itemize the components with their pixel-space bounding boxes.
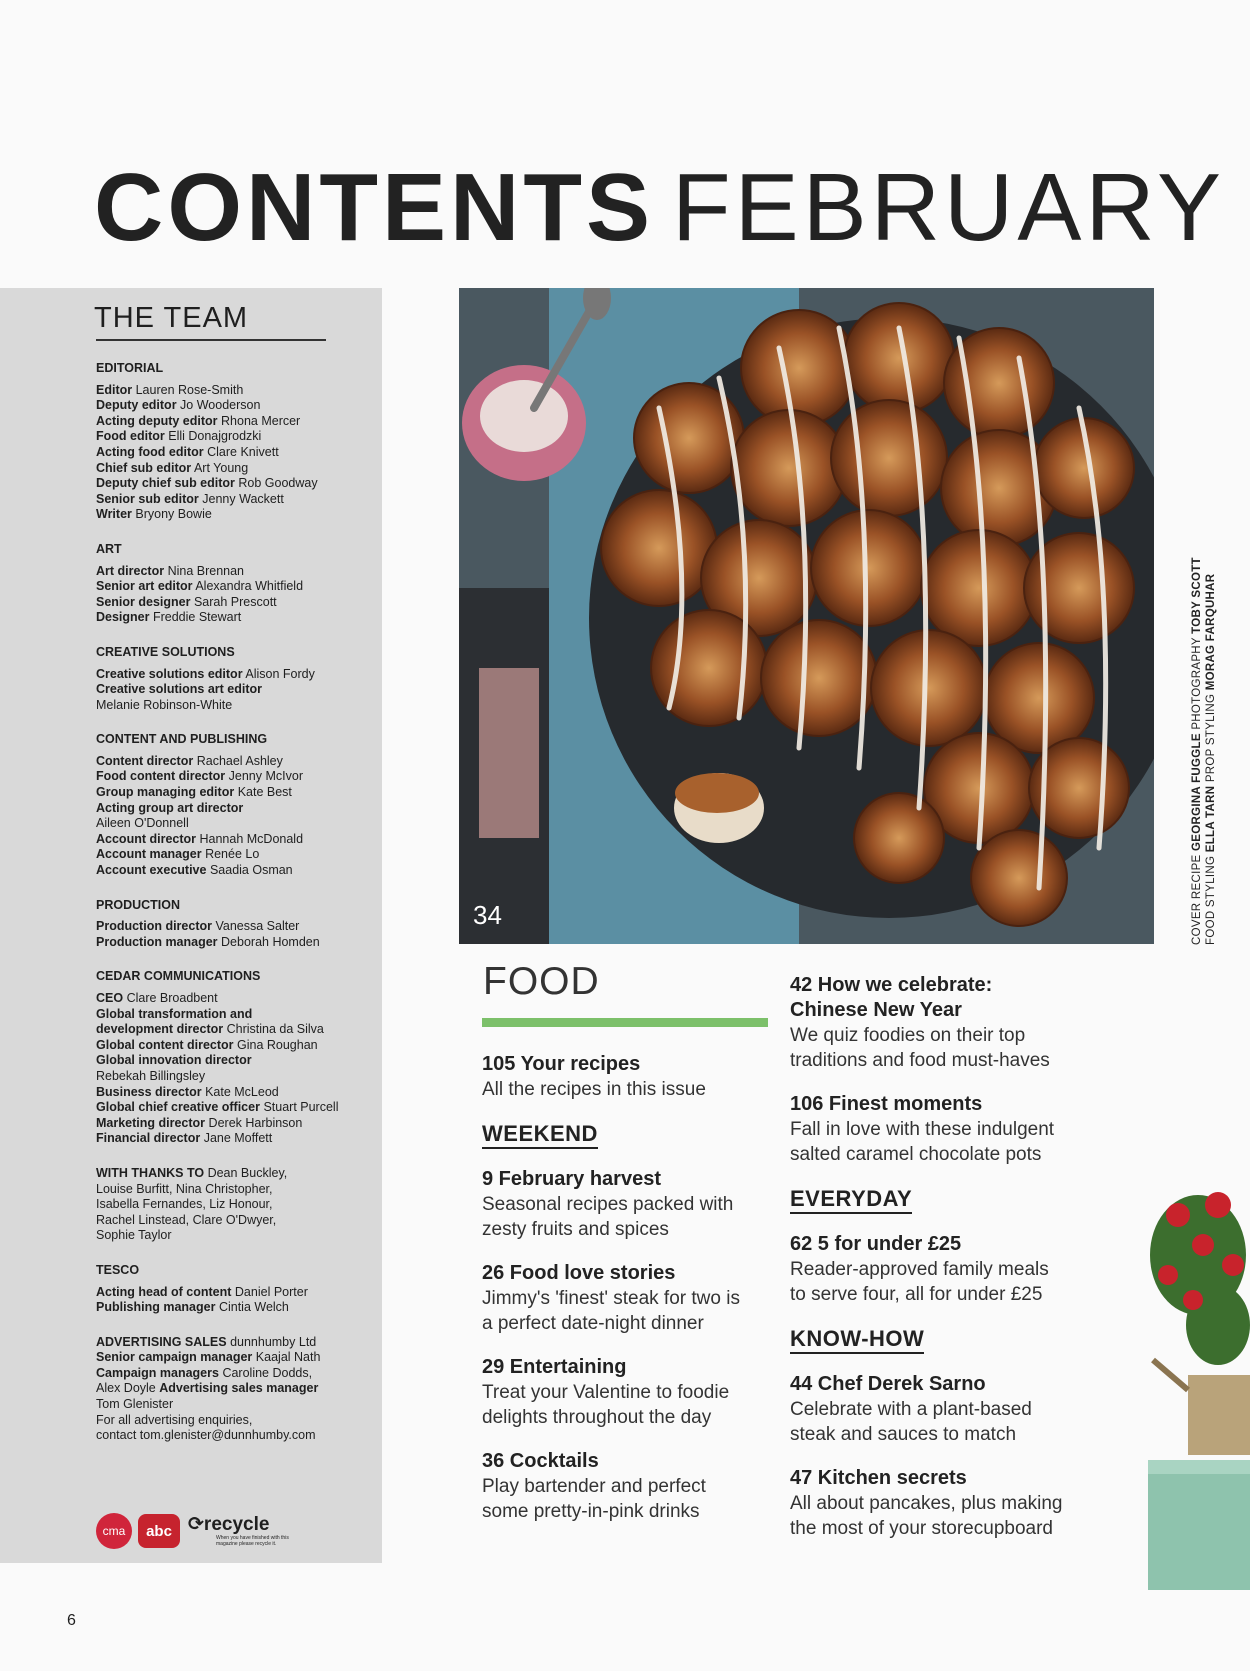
team-member (96, 1166, 378, 1182)
team-member (96, 1335, 378, 1351)
team-member (96, 445, 378, 461)
team-name: Gina Roughan (237, 1037, 318, 1052)
contents-entry (482, 1449, 772, 1524)
recycle-icon: ⟳ (188, 1514, 204, 1535)
team-name: Sarah Prescott (193, 594, 277, 609)
team-member (96, 1038, 378, 1054)
team-name: Kate McLeod (205, 1084, 279, 1099)
entry-description: All about pancakes, plus making (790, 1493, 1063, 1514)
entry-description: steak and sauces to match (790, 1424, 1017, 1445)
entry-description: We quiz foodies on their top (790, 1025, 1026, 1046)
credit-label: COVER RECIPE (1191, 854, 1203, 945)
team-name: Dean Buckley, (207, 1165, 288, 1180)
entry-description: Play bartender and perfect (482, 1476, 706, 1497)
team-section-title: CONTENT AND PUBLISHING (96, 732, 268, 747)
team-name: Clare Broadbent (126, 991, 218, 1005)
team-name: Caroline Dodds, (222, 1365, 313, 1380)
team-name: Rob Goodway (238, 476, 318, 491)
team-role: Global transformation and (96, 1006, 253, 1021)
entry-title: 47 Kitchen secrets (790, 1467, 967, 1489)
team-section-title: TESCO (96, 1262, 140, 1277)
team-section (96, 542, 378, 626)
team-member (96, 919, 378, 935)
team-name: Daniel Porter (234, 1284, 308, 1299)
contents-entry (790, 1466, 1090, 1541)
team-heading-rule (96, 339, 326, 341)
team-name: contact tom.glenister@dunnhumby.com (96, 1428, 316, 1443)
team-member (96, 398, 378, 414)
team-name: Louise Burfitt, Nina Christopher, (96, 1181, 273, 1196)
team-member (96, 847, 378, 863)
cover-photo (459, 288, 1154, 944)
team-member (96, 816, 378, 832)
team-member (96, 1022, 378, 1038)
team-role: CEO (96, 991, 124, 1005)
team-role: Global innovation director (96, 1053, 252, 1068)
contents-column-left (482, 960, 772, 1543)
entry-description: a perfect date-night dinner (482, 1313, 704, 1334)
team-name: Cintia Welch (218, 1300, 289, 1315)
team-name: Tom Glenister (96, 1397, 174, 1412)
team-member (96, 1131, 378, 1147)
recycle-label: recycle (203, 1514, 270, 1535)
team-member (96, 785, 378, 801)
team-name: Alex Doyle (96, 1381, 156, 1396)
team-member (96, 754, 378, 770)
team-section-title: ART (96, 541, 122, 556)
team-role: Chief sub editor (96, 460, 192, 475)
team-section-title: CEDAR COMMUNICATIONS (96, 969, 261, 984)
entry-description: Fall in love with these indulgent (790, 1119, 1055, 1140)
team-member (96, 564, 378, 580)
team-member (96, 1228, 378, 1244)
cma-logo: cma (96, 1513, 132, 1549)
team-member (96, 698, 378, 714)
team-member (96, 667, 378, 683)
team-member (96, 383, 378, 399)
team-section (96, 898, 378, 951)
team-role: Account manager (96, 847, 202, 862)
credit-label: PROP STYLING (1205, 693, 1217, 783)
team-member (96, 1007, 378, 1023)
team-member (96, 1366, 378, 1382)
contents-entry (790, 973, 1090, 1073)
entry-title: 62 5 for under £25 (790, 1233, 962, 1255)
credit-name: TOBY SCOTT (1191, 557, 1203, 634)
team-role: Global content director (96, 1037, 234, 1052)
contents-left-list (482, 1052, 772, 1524)
entry-description: the most of your storecupboard (790, 1518, 1053, 1539)
contents-entry (482, 1355, 772, 1430)
team-member (96, 801, 378, 817)
team-section-title: EDITORIAL (96, 361, 164, 375)
entry-description: salted caramel chocolate pots (790, 1144, 1042, 1165)
recycle-logo (188, 1515, 306, 1547)
team-member (96, 1116, 378, 1132)
contents-entry (482, 1052, 772, 1102)
team-name: Deborah Homden (221, 934, 320, 949)
team-name: Kate Best (237, 785, 292, 800)
team-section (96, 1263, 378, 1316)
team-member (96, 769, 378, 785)
team-role: Production manager (96, 934, 218, 949)
team-section (96, 969, 378, 1147)
team-role: Acting deputy editor (96, 413, 218, 428)
team-role: Advertising sales manager (159, 1381, 319, 1396)
entry-description: Treat your Valentine to foodie (482, 1382, 730, 1403)
abc-logo: abc (138, 1514, 180, 1548)
team-name: Jo Wooderson (180, 398, 261, 413)
page-number: 6 (67, 1612, 76, 1629)
team-name: Nina Brennan (167, 563, 245, 578)
team-member (96, 1100, 378, 1116)
entry-description: some pretty-in-pink drinks (482, 1501, 700, 1522)
team-name: Elli Donajgrodzki (168, 429, 262, 444)
team-role: Deputy editor (96, 398, 177, 413)
team-member (96, 935, 378, 951)
team-member (96, 1197, 378, 1213)
contents-entry (790, 1232, 1090, 1307)
title-month: FEBRUARY (672, 154, 1226, 261)
team-name: Jenny Wackett (202, 491, 284, 506)
entry-description: All the recipes in this issue (482, 1079, 706, 1100)
team-role: Deputy chief sub editor (96, 476, 235, 491)
team-role: Acting food editor (96, 444, 204, 459)
team-name: Isabella Fernandes, Liz Honour, (96, 1197, 273, 1212)
cinnamon-buns-illustration (459, 288, 1154, 944)
contents-right-list (790, 973, 1090, 1541)
team-section (96, 1166, 378, 1244)
team-member (96, 832, 378, 848)
team-section (96, 732, 378, 878)
photo-credits (1190, 557, 1218, 945)
team-role: ADVERTISING SALES (96, 1334, 227, 1349)
team-role: WITH THANKS TO (96, 1165, 205, 1180)
team-role: Writer (96, 507, 132, 522)
entry-description: to serve four, all for under £25 (790, 1284, 1043, 1305)
entry-title: 9 February harvest (482, 1168, 661, 1190)
team-member (96, 1285, 378, 1301)
team-name: Clare Knivett (207, 444, 279, 459)
contents-entry (482, 1261, 772, 1336)
team-name: Rachael Ashley (196, 753, 283, 768)
team-member (96, 1413, 378, 1429)
team-role: development director (96, 1022, 224, 1037)
entry-title: 26 Food love stories (482, 1262, 676, 1284)
team-role: Business director (96, 1084, 202, 1099)
section-heading: WEEKEND (482, 1121, 598, 1149)
team-name: dunnhumby Ltd (230, 1334, 317, 1349)
team-name: Sophie Taylor (96, 1228, 172, 1243)
team-name: Rhona Mercer (221, 413, 301, 428)
team-section (96, 361, 378, 523)
team-role: Marketing director (96, 1115, 206, 1130)
team-member (96, 429, 378, 445)
team-role: Campaign managers (96, 1365, 219, 1380)
publisher-logos (96, 1511, 306, 1551)
team-name: Rachel Linstead, Clare O'Dwyer, (96, 1212, 277, 1227)
entry-description: delights throughout the day (482, 1407, 712, 1428)
credit-label: FOOD STYLING (1205, 855, 1217, 945)
team-name: Renée Lo (205, 847, 260, 862)
team-member (96, 461, 378, 477)
flowers-watering-can-illustration (1148, 1175, 1250, 1595)
team-member (96, 863, 378, 879)
team-role: Designer (96, 610, 150, 625)
team-name: Kaajal Nath (255, 1350, 321, 1365)
team-member (96, 1428, 378, 1444)
team-member (96, 507, 378, 523)
entry-description: traditions and food must-haves (790, 1050, 1050, 1071)
entry-title: 36 Cocktails (482, 1450, 599, 1472)
team-role: Group managing editor (96, 785, 235, 800)
entry-title: 106 Finest moments (790, 1093, 983, 1115)
team-role: Senior art editor (96, 579, 193, 594)
team-member (96, 1182, 378, 1198)
team-list (96, 361, 378, 1463)
entry-title: 105 Your recipes (482, 1053, 641, 1075)
team-member (96, 1053, 378, 1069)
team-member (96, 991, 378, 1007)
team-heading: THE TEAM (94, 302, 249, 334)
section-heading: EVERYDAY (790, 1186, 912, 1214)
team-role: Senior designer (96, 594, 191, 609)
contents-entry (482, 1167, 772, 1242)
team-role: Food content director (96, 769, 226, 784)
contents-entry (790, 1092, 1090, 1167)
team-role: Account executive (96, 863, 207, 878)
team-name: Art Young (193, 460, 249, 475)
team-name: Alison Fordy (245, 666, 315, 681)
team-role: Creative solutions art editor (96, 682, 263, 697)
entry-title: 42 How we celebrate: (790, 974, 993, 996)
team-name: Jenny McIvor (228, 769, 303, 784)
team-member (96, 1069, 378, 1085)
team-member (96, 414, 378, 430)
team-name: Hannah McDonald (199, 831, 304, 846)
team-name: Vanessa Salter (215, 919, 300, 934)
team-member (96, 492, 378, 508)
team-name: For all advertising enquiries, (96, 1412, 253, 1427)
team-role: Editor (96, 382, 133, 397)
team-role: Publishing manager (96, 1300, 216, 1315)
team-section-title: PRODUCTION (96, 897, 181, 912)
team-role: Acting group art director (96, 800, 244, 815)
team-member (96, 579, 378, 595)
team-role: Food editor (96, 429, 165, 444)
team-name: Alexandra Whitfield (195, 579, 304, 594)
section-heading: KNOW-HOW (790, 1326, 924, 1354)
team-member (96, 476, 378, 492)
team-role: Acting head of content (96, 1284, 232, 1299)
page-title (94, 154, 1226, 261)
team-member (96, 1300, 378, 1316)
team-member (96, 1085, 378, 1101)
photo-page-number: 34 (473, 900, 502, 930)
team-name: Jane Moffett (203, 1131, 273, 1146)
team-member (96, 682, 378, 698)
entry-description: Jimmy's 'finest' steak for two is (482, 1288, 740, 1309)
team-member (96, 1213, 378, 1229)
team-role: Senior sub editor (96, 491, 199, 506)
team-role: Senior campaign manager (96, 1350, 253, 1365)
entry-description: Celebrate with a plant-based (790, 1399, 1032, 1420)
entry-description: Reader-approved family meals (790, 1259, 1049, 1280)
team-name: Stuart Purcell (263, 1100, 339, 1115)
team-section-title: CREATIVE SOLUTIONS (96, 644, 235, 659)
team-name: Bryony Bowie (135, 507, 212, 522)
credit-name: ELLA TARN (1205, 785, 1217, 853)
team-name: Freddie Stewart (152, 610, 242, 625)
entry-title: 44 Chef Derek Sarno (790, 1373, 986, 1395)
team-name: Melanie Robinson-White (96, 697, 233, 712)
team-role: Financial director (96, 1131, 201, 1146)
team-section (96, 1335, 378, 1444)
entry-title: Chinese New Year (790, 999, 962, 1021)
team-sidebar (0, 288, 382, 1563)
team-member (96, 595, 378, 611)
contents-column-right (790, 973, 1090, 1560)
credit-label: PHOTOGRAPHY (1191, 637, 1203, 730)
contents-entry (790, 1372, 1090, 1447)
team-member (96, 1381, 378, 1397)
team-name: Lauren Rose-Smith (135, 382, 244, 397)
team-role: Creative solutions editor (96, 666, 243, 681)
team-name: Saadia Osman (209, 863, 293, 878)
team-role: Production director (96, 919, 212, 934)
recycle-note: When you have finished with this magazine please recycle it. (216, 1535, 289, 1547)
team-role: Art director (96, 563, 165, 578)
team-member (96, 1350, 378, 1366)
team-member (96, 610, 378, 626)
team-section (96, 645, 378, 713)
credit-name: GEORGINA FUGGLE (1191, 733, 1203, 851)
entry-title: 29 Entertaining (482, 1356, 627, 1378)
team-role: Account director (96, 831, 197, 846)
title-contents: CONTENTS (94, 154, 654, 261)
team-name: Christina da Silva (226, 1022, 324, 1037)
food-heading: FOOD (483, 960, 600, 1003)
team-member (96, 1397, 378, 1413)
team-role: Global chief creative officer (96, 1100, 260, 1115)
food-heading-bar (482, 1018, 768, 1027)
team-name: Rebekah Billingsley (96, 1068, 206, 1083)
team-name: Derek Harbinson (208, 1115, 303, 1130)
entry-description: zesty fruits and spices (482, 1219, 669, 1240)
team-role: Content director (96, 753, 194, 768)
credit-name: MORAG FARQUHAR (1205, 573, 1217, 691)
team-name: Aileen O'Donnell (96, 816, 189, 831)
entry-description: Seasonal recipes packed with (482, 1194, 734, 1215)
